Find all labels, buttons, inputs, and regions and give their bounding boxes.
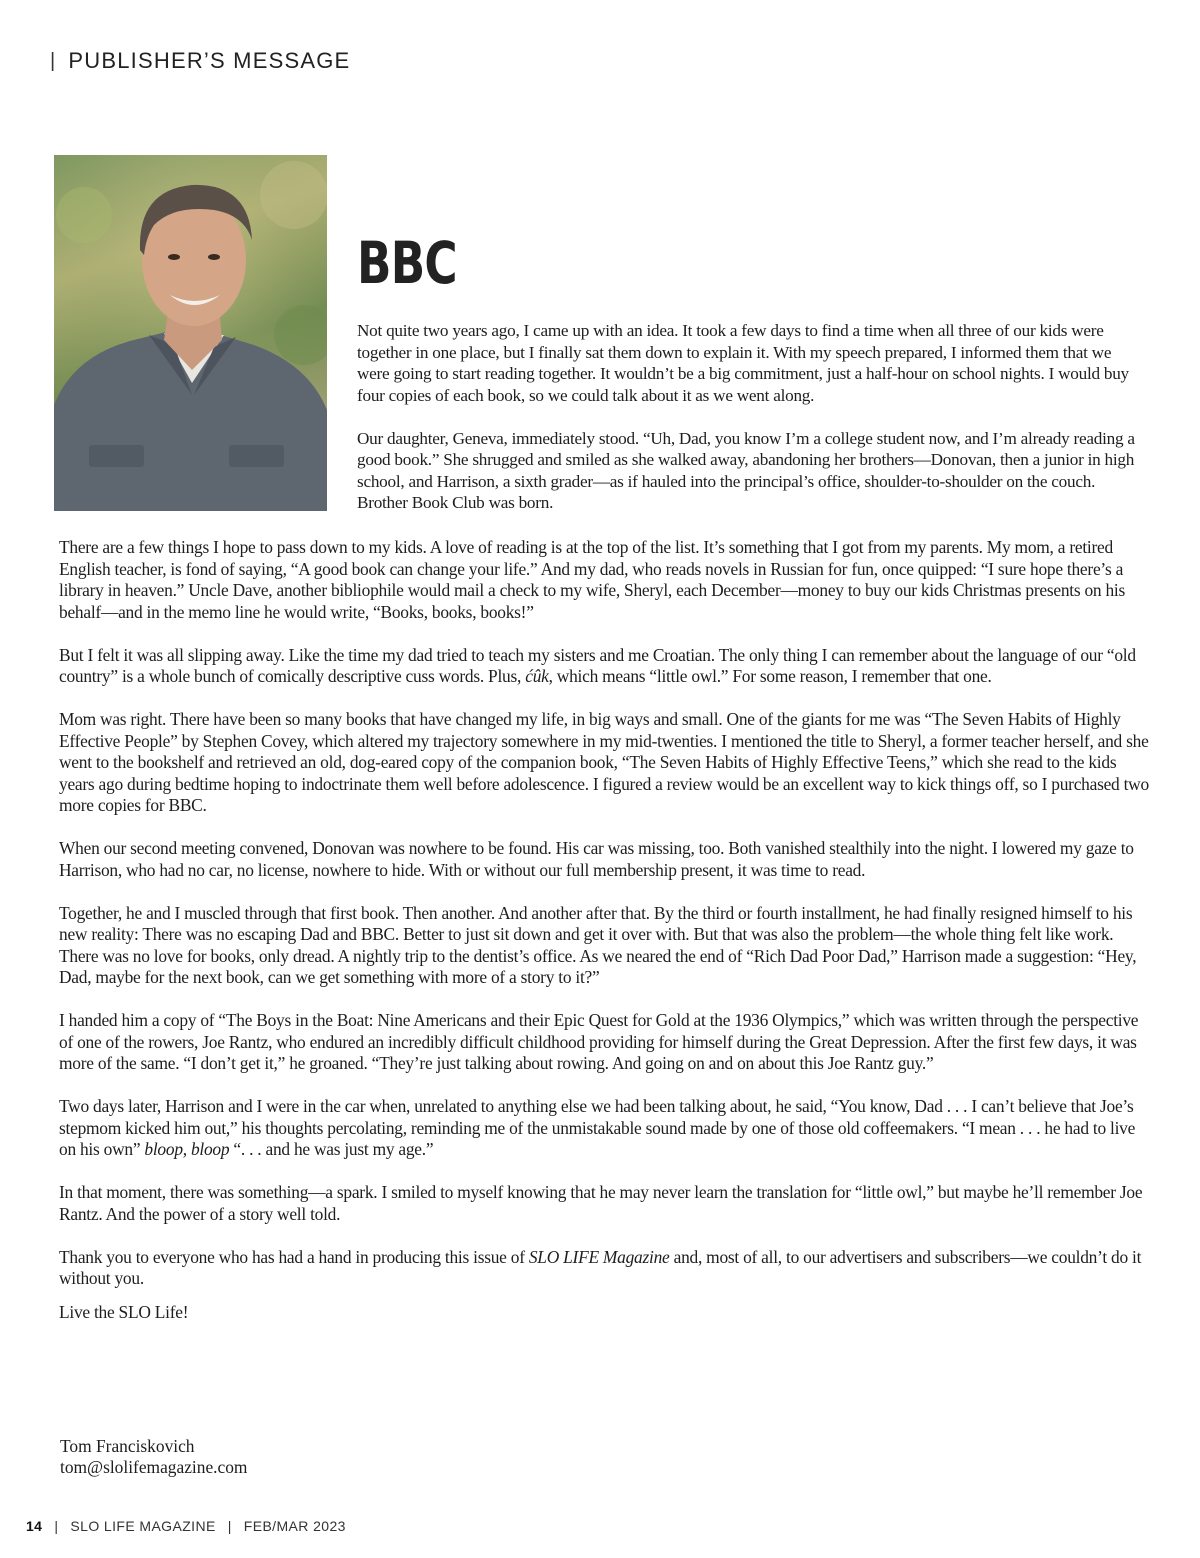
author-email[interactable]: tom@slolifemagazine.com: [60, 1457, 248, 1477]
body-paragraph: Mom was right. There have been so many books that have changed my life, in big ways and small. One of the giants for me was “The Seven Habits of Highly Effective People” by Stephen Covey, which altered my trajectory somewhere in my mid-twenties. I mentioned the title to Sheryl, a former teacher herself, and she went to the bookshelf and retrieved an old, dog-eared copy of the companion book, “The Seven Habits of Highly Effective Teens,” which she read to the kids years ago during bedtime hoping to indoctrinate them well before adolescence. I figured a review would be an excellent way to kick things off, so I purchased two more copies for BBC.: [59, 709, 1149, 815]
section-header: [50, 48, 350, 74]
intro-text: [357, 320, 1147, 535]
author-signature: [60, 1436, 247, 1478]
intro-paragraph: Our daughter, Geneva, immediately stood. “Uh, Dad, you know I’m a college student now, and I’m already reading a good book.” She shrugged and smiled as she walked away, abandoning her brothers—Donovan, then a junior in high school, and Harrison, a sixth grader—as if hauled into the principal’s office, shoulder-to-shoulder on the couch. Brother Book Club was born.: [357, 428, 1135, 512]
body-paragraph: When our second meeting convened, Donovan was nowhere to be found. His car was missing, too. Both vanished stealthily into the night. I lowered my gaze to Harrison, who had no car, no license, nowhere to hide. With or without our full membership present, it was time to read.: [59, 838, 1134, 880]
article-body: [59, 537, 1149, 1345]
issue-date: FEB/MAR 2023: [243, 1518, 346, 1534]
body-paragraph: Two days later, Harrison and I were in the car when, unrelated to anything else we had been talking about, he said, “You know, Dad . . . I can’t believe that Joe’s stepmom kicked him out,” his thoughts percolating, reminding me of the unmistakable sound made by one of those old coffeemakers. “I mean . . . he had to live on his own” bloop, bloop “. . . and he was just my age.”: [59, 1096, 1136, 1159]
intro-paragraph: Not quite two years ago, I came up with an idea. It took a few days to find a time when all three of our kids were together in one place, but I finally sat them down to explain it. With my speech prepared, I informed them that we were going to start reading together. It wouldn’t be a big commitment, just a half-hour on school nights. I would buy four copies of each book, so we could talk about it as we went along.: [357, 321, 1129, 405]
closing-line: Live the SLO Life!: [59, 1301, 189, 1322]
section-divider: |: [50, 49, 57, 72]
article-title: BBC: [357, 229, 457, 297]
page-footer: [26, 1518, 346, 1534]
page-number: 14: [26, 1518, 43, 1534]
magazine-name: SLO LIFE MAGAZINE: [70, 1518, 216, 1534]
body-paragraph: There are a few things I hope to pass down to my kids. A love of reading is at the top of the list. It’s something that I got from my parents. My mom, a retired English teacher, is fond of saying, “A good book can change your life.” And my dad, who reads novels in Russian for fun, once quipped: “I sure hope there’s a library in heaven.” Uncle Dave, another bibliophile would mail a check to my wife, Sheryl, each December—money to buy our kids Christmas presents on his behalf—and in the memo line he would write, “Books, books, books!”: [59, 537, 1126, 622]
body-paragraph: But I felt it was all slipping away. Like the time my dad tried to teach my sisters and me Croatian. The only thing I can remember about the language of our “old country” is a whole bunch of comically descriptive cuss words. Plus, ćûk, which means “little owl.” For some reason, I remember that one.: [59, 644, 1136, 686]
body-paragraph: In that moment, there was something—a spark. I smiled to myself knowing that he may never learn the translation for “little owl,” but maybe he’ll remember Joe Rantz. And the power of a story well told.: [59, 1182, 1143, 1224]
footer-divider: |: [227, 1518, 232, 1534]
body-paragraph: Together, he and I muscled through that first book. Then another. And another after that. By the third or fourth installment, he had finally resigned himself to his new reality: There was no escaping Dad and BBC. Better to just sit down and get it over with. But that was also the problem—the whole thing felt like work. There was no love for books, only dread. A nightly trip to the dentist’s office. As we neared the end of “Rich Dad Poor Dad,” Harrison made a suggestion: “Hey, Dad, maybe for the next book, can we get something with more of a story to it?”: [59, 902, 1137, 987]
body-paragraph: I handed him a copy of “The Boys in the Boat: Nine Americans and their Epic Quest for Gold at the 1936 Olympics,” which was written through the perspective of one of the rowers, Joe Rantz, who endured an incredibly difficult childhood providing for himself during the Great Depression. After the first few days, it was more of the same. “I don’t get it,” he groaned. “They’re just talking about rowing. And going on and on about this Joe Rantz guy.”: [59, 1010, 1139, 1073]
section-title: PUBLISHER’S MESSAGE: [68, 48, 351, 73]
body-paragraph: Thank you to everyone who has had a hand in producing this issue of SLO LIFE Magazine and, most of all, to our advertisers and subscribers—we couldn’t do it without you.: [59, 1246, 1142, 1288]
footer-divider: |: [54, 1518, 59, 1534]
author-name: Tom Franciskovich: [60, 1436, 195, 1456]
author-portrait: [54, 155, 327, 511]
